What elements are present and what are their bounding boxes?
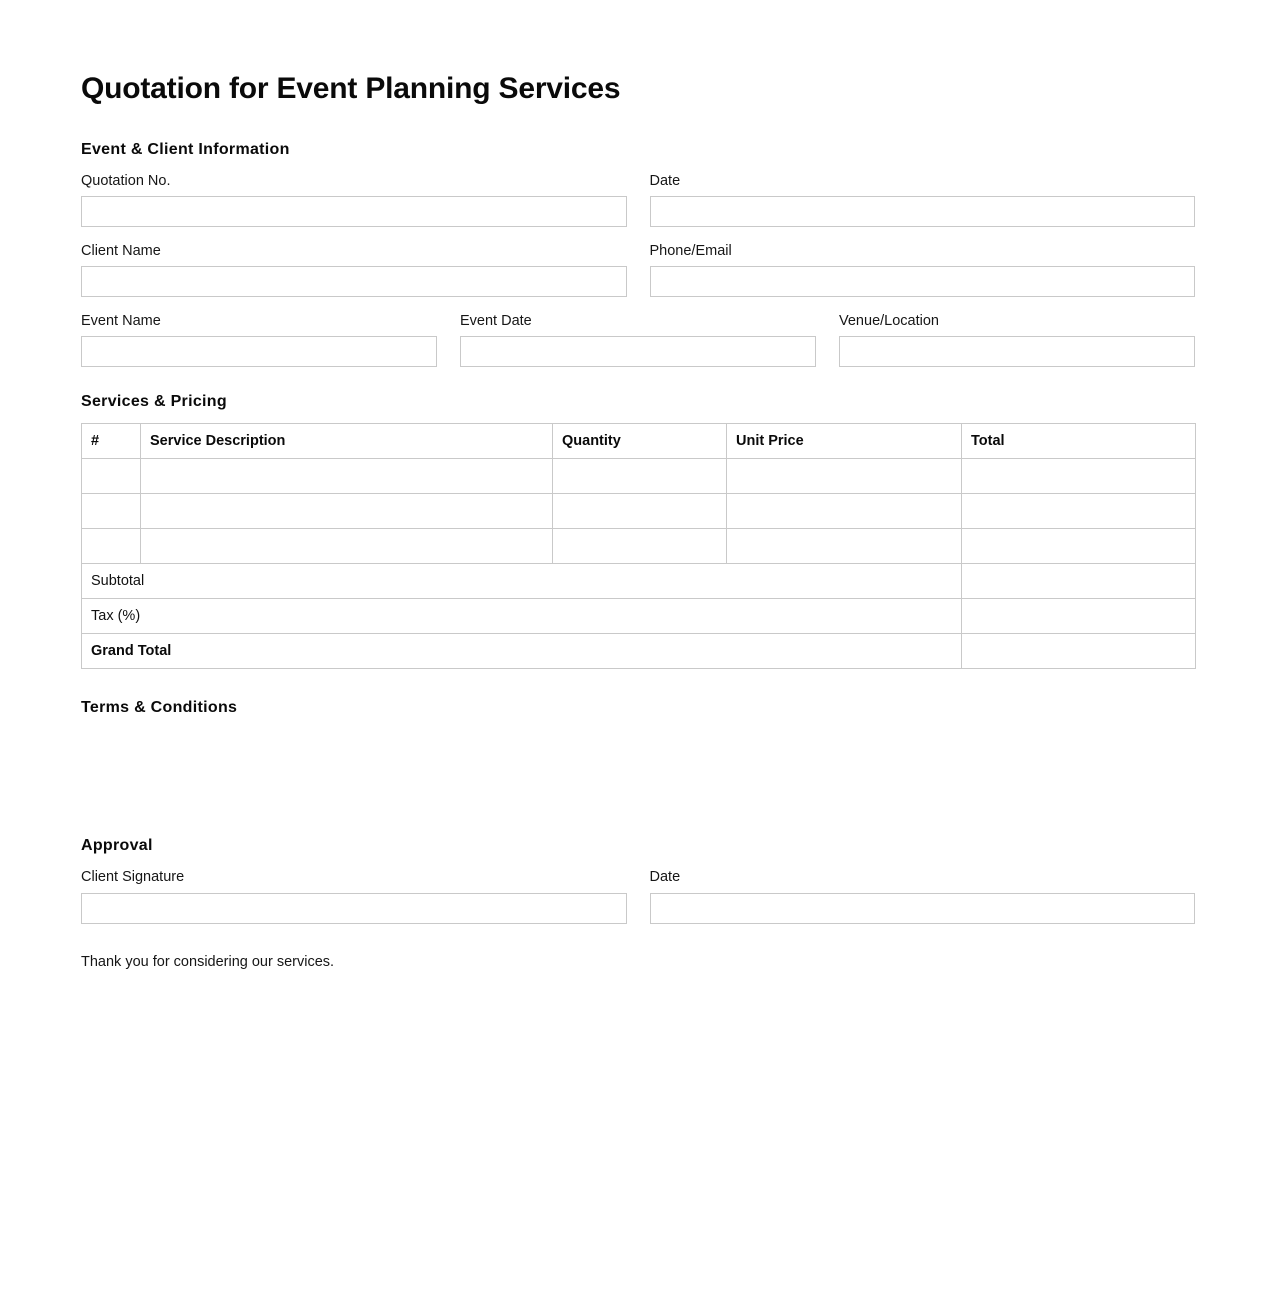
services-pricing-table: [81, 423, 1196, 669]
terms-conditions-body[interactable]: [81, 729, 1195, 811]
date-input[interactable]: [650, 196, 1196, 227]
cell-quantity[interactable]: [553, 529, 727, 564]
client-signature-label: Client Signature: [81, 869, 185, 886]
field-group-phone-email: [650, 241, 1196, 297]
field-row-event-details: [81, 311, 1195, 367]
cell-number[interactable]: [82, 529, 141, 564]
field-group-event-name: [81, 311, 437, 367]
client-name-input[interactable]: [81, 266, 627, 297]
client-signature-input[interactable]: [81, 893, 627, 924]
table-row[interactable]: [82, 494, 1196, 529]
table-row[interactable]: [82, 529, 1196, 564]
field-group-date: [650, 171, 1196, 227]
cell-number[interactable]: [82, 459, 141, 494]
table-body: [82, 459, 1196, 669]
section-heading-event-client-information: Event & Client Information: [81, 140, 290, 158]
column-header-unit-price: Unit Price: [727, 424, 962, 459]
field-row-approval: [81, 867, 1195, 923]
summary-row-subtotal: [82, 564, 1196, 599]
section-event-client-information: [81, 141, 1195, 368]
event-name-input[interactable]: [81, 336, 437, 367]
section-terms-conditions: [81, 699, 1195, 811]
cell-description[interactable]: [141, 529, 553, 564]
cell-unit-price[interactable]: [727, 459, 962, 494]
column-header-quantity: Quantity: [553, 424, 727, 459]
field-group-venue-location: [839, 311, 1195, 367]
table-row[interactable]: [82, 459, 1196, 494]
date-label: Date: [649, 172, 681, 189]
section-services-pricing: [81, 393, 1195, 669]
section-heading-approval: Approval: [81, 837, 153, 855]
field-row-client-contact: [81, 241, 1195, 297]
approval-date-input[interactable]: [650, 893, 1196, 924]
subtotal-value[interactable]: [962, 564, 1196, 599]
section-heading-terms-conditions: Terms & Conditions: [81, 699, 238, 717]
summary-row-tax: [82, 599, 1196, 634]
grand-total-label: Grand Total: [82, 634, 962, 669]
venue-location-input[interactable]: [839, 336, 1195, 367]
phone-email-input[interactable]: [650, 266, 1196, 297]
cell-unit-price[interactable]: [727, 529, 962, 564]
phone-email-label: Phone/Email: [649, 242, 732, 259]
client-name-label: Client Name: [81, 242, 161, 259]
column-header-total: Total: [962, 424, 1196, 459]
cell-number[interactable]: [82, 494, 141, 529]
field-row-quotation-date: [81, 171, 1195, 227]
event-name-label: Event Name: [81, 313, 161, 330]
column-header-number: #: [82, 424, 141, 459]
cell-unit-price[interactable]: [727, 494, 962, 529]
column-header-description: Service Description: [141, 424, 553, 459]
table-header-row: [82, 424, 1196, 459]
approval-date-label: Date: [649, 869, 681, 886]
field-group-client-name: [81, 241, 627, 297]
tax-value[interactable]: [962, 599, 1196, 634]
cell-total[interactable]: [962, 459, 1196, 494]
tax-label: Tax (%): [82, 599, 962, 634]
cell-total[interactable]: [962, 494, 1196, 529]
event-date-input[interactable]: [460, 336, 816, 367]
section-approval: [81, 837, 1195, 923]
field-group-event-date: [460, 311, 816, 367]
venue-location-label: Venue/Location: [839, 313, 939, 330]
summary-row-grand-total: [82, 634, 1196, 669]
cell-total[interactable]: [962, 529, 1196, 564]
cell-quantity[interactable]: [553, 459, 727, 494]
cell-description[interactable]: [141, 494, 553, 529]
field-group-client-signature: [81, 867, 627, 923]
subtotal-label: Subtotal: [82, 564, 962, 599]
cell-quantity[interactable]: [553, 494, 727, 529]
page-title: Quotation for Event Planning Services: [81, 72, 621, 105]
cell-description[interactable]: [141, 459, 553, 494]
quotation-no-label: Quotation No.: [81, 172, 171, 189]
field-group-approval-date: [650, 867, 1196, 923]
section-heading-services-pricing: Services & Pricing: [81, 393, 227, 411]
footer-note: Thank you for considering our services.: [81, 953, 335, 970]
field-group-quotation-no: [81, 171, 627, 227]
event-date-label: Event Date: [460, 313, 532, 330]
quotation-no-input[interactable]: [81, 196, 627, 227]
grand-total-value[interactable]: [962, 634, 1196, 669]
table-header: [82, 424, 1196, 459]
